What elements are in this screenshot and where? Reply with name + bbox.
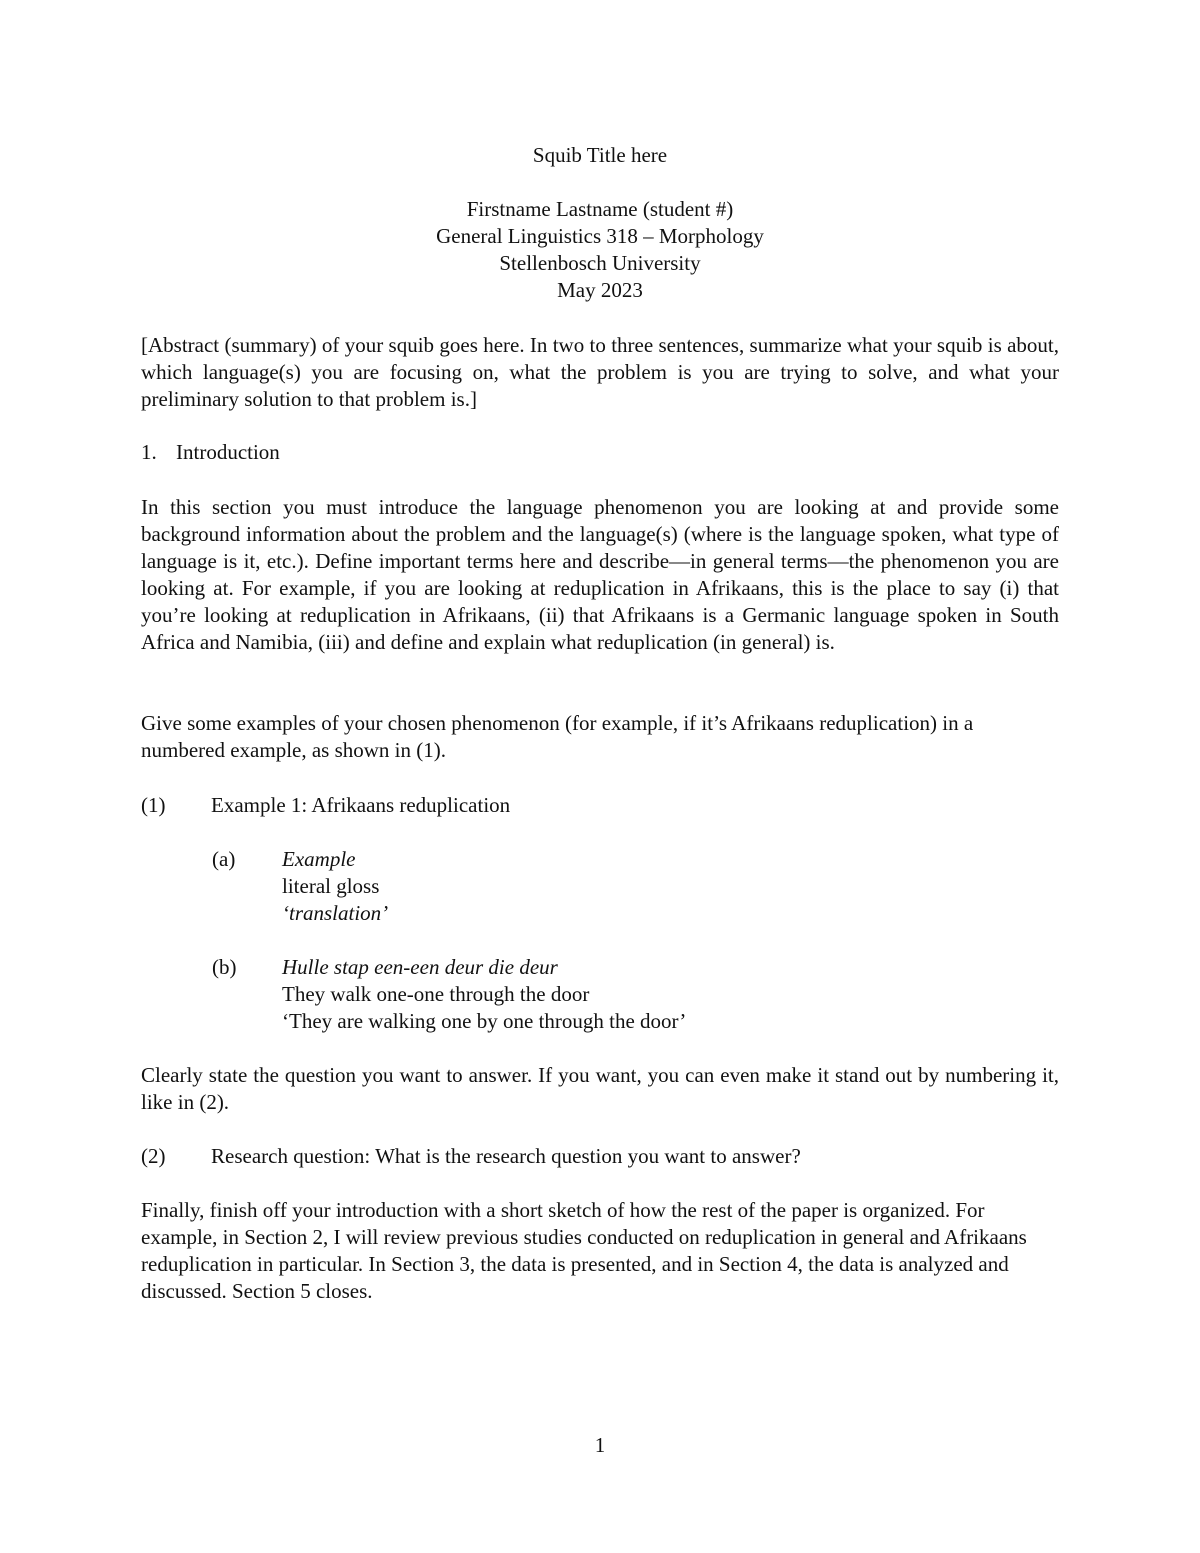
example-1b-gloss: They walk one-one through the door [282, 982, 590, 1006]
section-number: 1. [141, 440, 157, 464]
abstract-paragraph: [Abstract (summary) of your squib goes here. In two to three sentences, summarize what your squib is about, which language(s) you are focusing on, what the problem is you are trying to solve, and what your preliminary solution to that problem is.] [141, 333, 1059, 411]
squib-title: Squib Title here [532, 143, 668, 167]
example-1b-translation: ‘They are walking one by one through the door’ [282, 1009, 687, 1033]
page-number: 1 [594, 1433, 606, 1457]
section-heading [141, 439, 1059, 466]
intro-paragraph-2: Give some examples of your chosen phenomenon (for example, if it’s Afrikaans reduplication) in a numbered example, as shown in (1). [141, 711, 974, 762]
example-1a-text: Example [282, 847, 356, 871]
author-line: Firstname Lastname (student #) [466, 197, 734, 221]
example-1-heading [141, 792, 1059, 819]
intro-paragraph-3: Clearly state the question you want to answer. If you want, you can even make it stand out by numbering it, like in (2). [141, 1063, 1059, 1114]
example-1-number: (1) [141, 793, 166, 817]
example-1a-label: (a) [212, 847, 236, 871]
example-1a-gloss: literal gloss [282, 874, 380, 898]
example-2-number: (2) [141, 1144, 166, 1168]
example-2-label: Research question: What is the research question you want to answer? [211, 1144, 801, 1168]
date-line: May 2023 [557, 278, 643, 302]
example-1b-label: (b) [212, 955, 237, 979]
intro-paragraph-4: Finally, finish off your introduction with a short sketch of how the rest of the paper is organized. For example, in Section 2, I will review previous studies conducted on reduplication in general and Afrikaans reduplication in particular. In Section 3, the data is presented, and in Section 4, the data is analyzed and discussed. Section 5 closes. [141, 1198, 1027, 1303]
course-line: General Linguistics 318 – Morphology [436, 224, 764, 248]
section-title: Introduction [176, 440, 280, 464]
example-2 [141, 1143, 1059, 1170]
example-1-label: Example 1: Afrikaans reduplication [211, 793, 511, 817]
example-1a-translation: ‘translation’ [282, 901, 389, 925]
example-1b-text: Hulle stap een-een deur die deur [282, 955, 558, 979]
title-block [141, 142, 1059, 304]
institution-line: Stellenbosch University [499, 251, 701, 275]
intro-paragraph-1: In this section you must introduce the language phenomenon you are looking at and provide some background information about the problem and the language(s) (where is the language spoken, what type of language is it, etc.). Define important terms here and describe—in general terms—the phenomenon you are looking at. For example, if you are looking at reduplication in Afrikaans, this is the place to say (i) that you’re looking at reduplication in Afrikaans, (ii) that Afrikaans is a Germanic language spoken in South Africa and Namibia, (iii) and define and explain what reduplication (in general) is. [141, 495, 1059, 654]
